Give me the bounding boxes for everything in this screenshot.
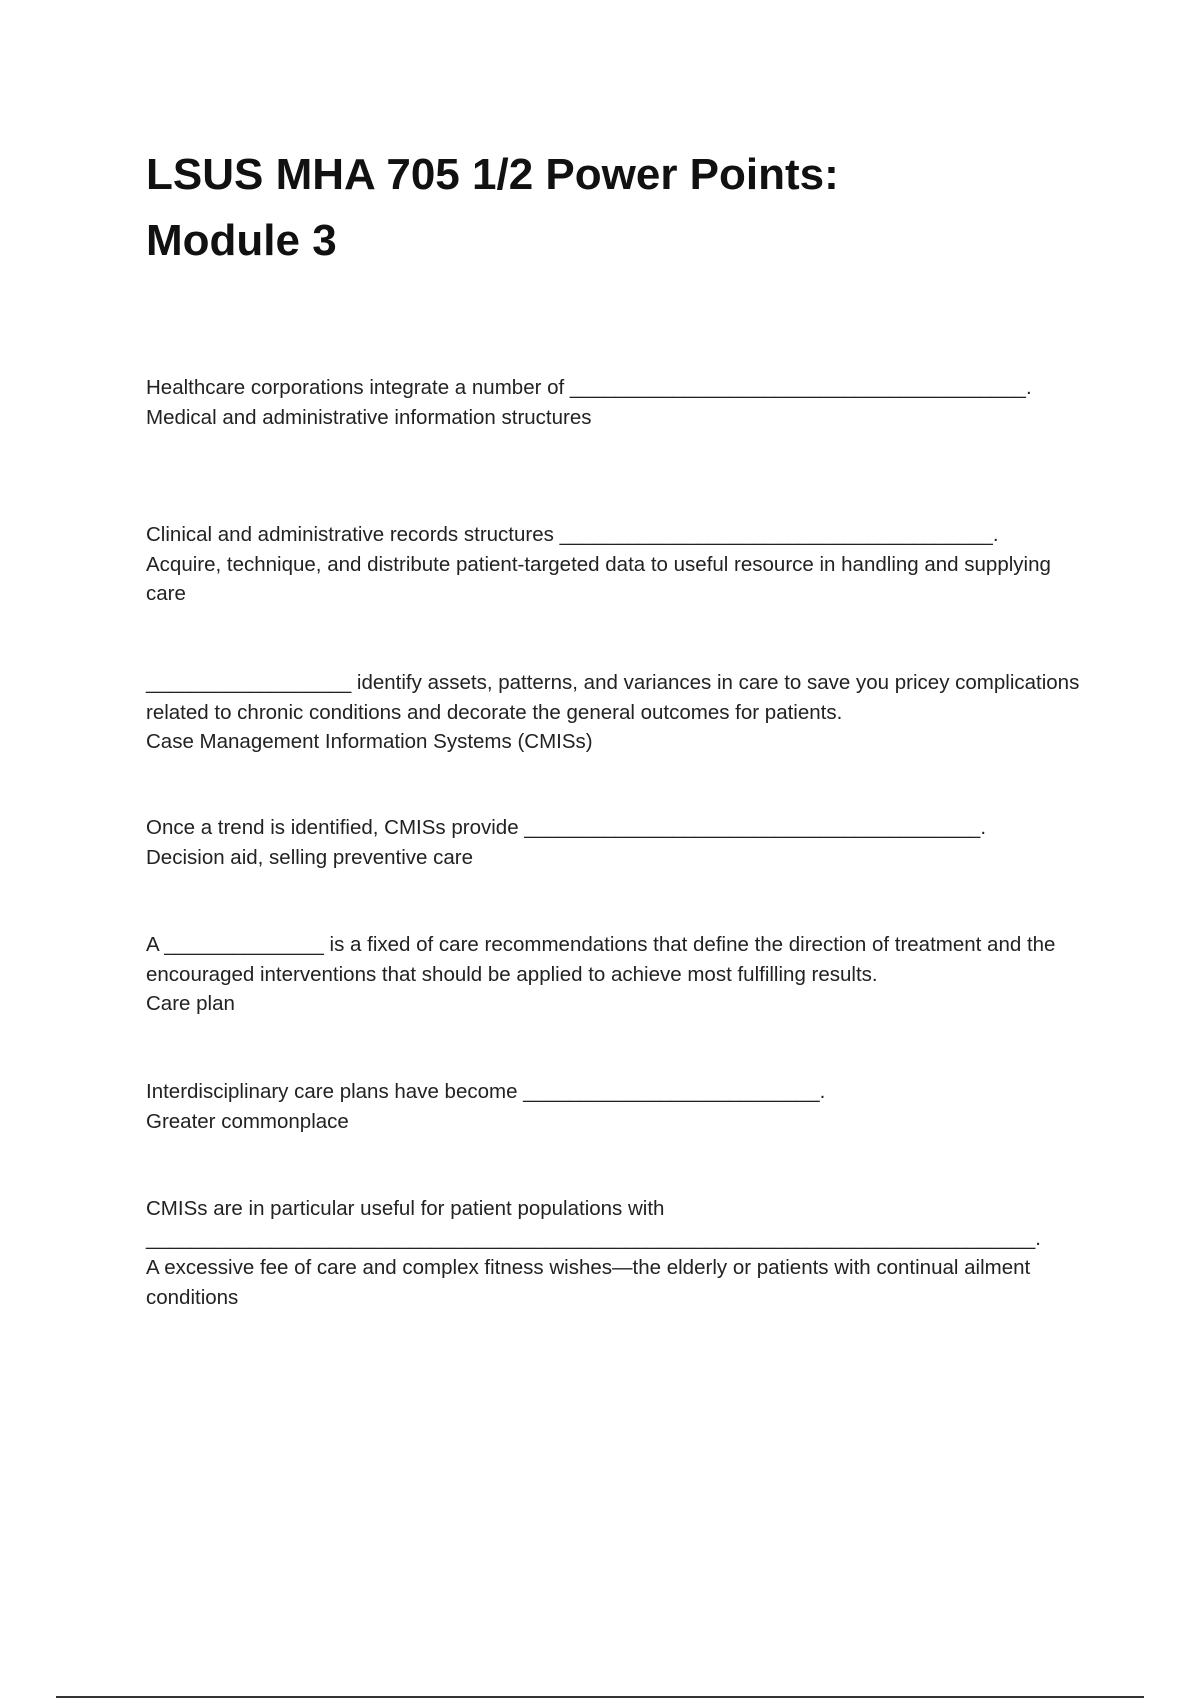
answer-text: Case Management Information Systems (CMISs): [146, 730, 593, 753]
question-text: __________________ identify assets, patterns, and variances in care to save you pricey complications related to chronic conditions and decorate the general outcomes for patients.: [146, 671, 1080, 724]
title-line-1: LSUS MHA 705 1/2 Power Points:: [146, 150, 839, 199]
qa-item-7: [146, 1194, 1086, 1312]
answer-text: A excessive fee of care and complex fitness wishes—the elderly or patients with continual ailment conditions: [146, 1256, 1031, 1309]
answer-text: Care plan: [146, 992, 235, 1015]
question-text: CMISs are in particular useful for patient populations with ______________________________________________________________________________.: [146, 1197, 1041, 1250]
qa-item-6: [146, 1077, 1086, 1136]
answer-text: Greater commonplace: [146, 1109, 349, 1133]
question-text: Clinical and administrative records structures ______________________________________.: [146, 523, 999, 546]
qa-item-5: [146, 930, 1086, 1019]
qa-item-3: [146, 668, 1086, 757]
title-line-2: Module 3: [146, 216, 337, 265]
page-title: [146, 142, 1046, 274]
qa-item-1: [146, 373, 1086, 432]
qa-item-4: [146, 813, 1086, 872]
answer-text: Decision aid, selling preventive care: [146, 845, 474, 869]
question-text: A ______________ is a fixed of care recommendations that define the direction of treatment and the encouraged interventions that should be applied to achieve most fulfilling results.: [146, 933, 1056, 986]
answer-text: Acquire, technique, and distribute patient-targeted data to useful resource in handling and supplying care: [146, 552, 1051, 605]
footer-divider: [56, 1696, 1144, 1698]
question-text: Once a trend is identified, CMISs provide ________________________________________.: [146, 816, 987, 839]
question-text: Interdisciplinary care plans have become __________________________.: [146, 1080, 826, 1103]
answer-text: Medical and administrative information structures: [146, 405, 592, 429]
qa-item-2: [146, 520, 1086, 609]
question-text: Healthcare corporations integrate a number of ________________________________________.: [146, 376, 1032, 399]
